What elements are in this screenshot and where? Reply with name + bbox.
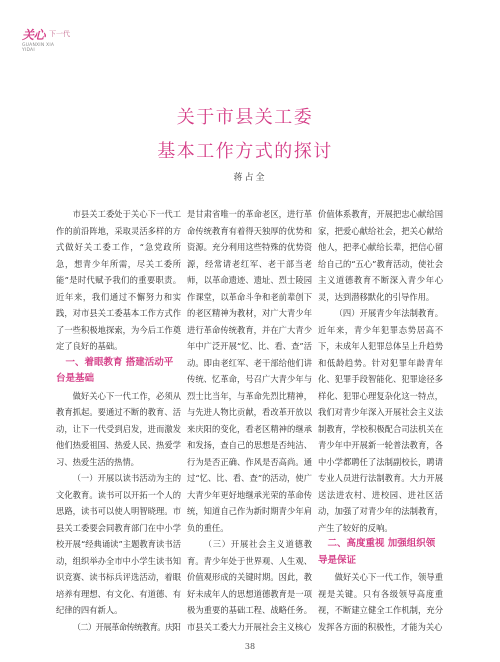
- title-line-2: 基本工作方式的探讨: [157, 141, 333, 162]
- paragraph: （四）开展青少年法制教育。近年来，青少年犯罪态势居高不下，未成年人犯罪总体呈上升趋势和低龄趋势。针对犯罪年龄青年化、犯罪手段智能化、犯罪途径多样化、犯罪心理复杂化这一特点，我们对青少年深入开展社会主义法制教育，学校积极配合司法机关在青少年中开展新一轮普法教育，各中小学都聘任了法制副校长，聘请专业人员进行法制教育。大力开展送法进农村、进校园、进社区活动，加强了对青少年的法制教育，产生了较好的反响。: [318, 308, 443, 533]
- logo-sub-text: 下一代: [49, 30, 70, 38]
- author-name: 蒋占全: [233, 173, 267, 183]
- magazine-logo: [22, 28, 86, 56]
- logo-main-text: 关心: [22, 28, 46, 42]
- paragraph: （二）开展革命传统教育。庆阳: [72, 621, 181, 632]
- page-number: 38: [244, 642, 256, 651]
- column-1: [56, 206, 181, 635]
- section-heading: 一、着眼教育 搭建活动平台是基础: [56, 356, 174, 384]
- paragraph: （三）开展社会主义道德教育。青少年处于世界观、人生观、价值观形成的关键时期。因此，教好未成年人的思想道德教育是一项极为重要的基础工程、战略任务。市县关工委大力开展社会主义核心: [187, 539, 312, 632]
- paragraph: 市县关工委处于关心下一代工作的前沿阵地，采取灵活多样的方式做好关工委工作，“急党政所急，想青少年所需，尽关工委所能”是时代赋予我们的重要职责。近年来，我们通过不懈努力和实践，对市县关工委基本工作方式作了一些积极地探索，为今后工作奠定了良好的基础。: [56, 209, 181, 351]
- paragraph-continued: 是甘肃省唯一的革命老区，进行革命传统教育有着得天独厚的优势和资源。充分利用这些特殊的优势资源，经常请老红军、老干部当老师，以革命遗迹、遗址、烈士陵园作课堂，以革命斗争和老前辈创下的老区精神为教材，对广大青少年进行革命传统教育，并在广大青少年中广泛开展“忆、比、看、查”活动。即由老红军、老干部给他们讲传统、忆革命，号召广大青少年与烈士比当年，与革命先烈比精神，与先进人物比贡献，看改革开放以来庆阳的变化，看老区精神的继承和发扬，查自己的思想是否纯洁、行为是否正确、作风是否高尚。通过“忆、比、看、查”的活动，使广大青少年更好地继承光荣的革命传统，知道自己作为新时期青少年肩负的重任。: [187, 209, 312, 533]
- paragraph: 做好关心下一代工作，必须从教育抓起。要通过不断的教育、活动，让下一代受到启发，进而激发他们热爱祖国、热爱人民、热爱学习、热爱生活的热情。: [56, 390, 181, 467]
- paragraph: 做好关心下一代工作，领导重视是关键。只有各级领导高度重视，不断建立健全工作机制，充分发挥各方面的积极性，才能为关心: [318, 572, 443, 632]
- section-heading: 二、高度重视 加强组织领导是保证: [318, 538, 436, 566]
- paragraph-continued: 价值体系教育，开展把忠心献给国家，把爱心献给社会，把关心献给他人，把孝心献给长辈，把信心留给自己的“五心”教育活动，使社会主义道德教育不断深入青少年心灵，达到潜移默化的引导作用。: [318, 209, 443, 302]
- paragraph: （一）开展以读书活动为主的文化教育。读书可以开拓一个人的思路，读书可以使人明智晓理。市县关工委要会同教育部门在中小学校开展“经典诵读”主题教育读书活动，组织举办全市中小学生读书知识竞赛、读书标兵评选活动，着眼培养有理想、有文化、有道德、有纪律的四有新人。: [56, 473, 181, 615]
- column-2: [187, 206, 312, 635]
- title-line-1: 关于市县关工委: [176, 107, 314, 128]
- logo-pinyin: GUANXIN XIAYIDAI: [22, 43, 55, 53]
- column-3: [318, 206, 443, 635]
- article-title: [0, 101, 490, 169]
